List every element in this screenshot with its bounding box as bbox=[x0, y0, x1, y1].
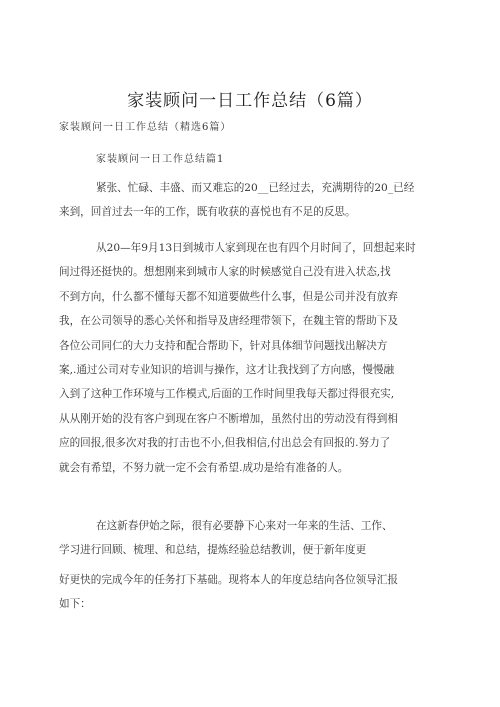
paragraph-line: 就会有希望，不努力就一定不会有希望.成功是给有准备的人。 bbox=[59, 461, 349, 474]
document-subtitle: 家装顾问一日工作总结（精选6篇） bbox=[59, 122, 232, 133]
paragraph-line: 学习进行回顾、梳理、和总结，提炼经验总结教训，便于新年度更 bbox=[59, 544, 367, 556]
paragraph-1 bbox=[59, 176, 445, 225]
paragraph-line: 我，在公司领导的悉心关怀和指导及唐经理带领下，在魏主管的帮助下及 bbox=[59, 315, 398, 328]
paragraph-line: 不到方向，什么都不懂每天都不知道要做些什么事，但是公司并没有放弃 bbox=[59, 290, 398, 303]
paragraph-line: 从20—年9月13日到城市人家到现在也有四个月时间了，回想起来时 bbox=[96, 242, 416, 254]
paragraph-line: 各位公司同仁的大力支持和配合帮助下，针对具体细节问题找出解决方 bbox=[59, 339, 388, 352]
paragraph-2 bbox=[59, 236, 445, 480]
paragraph-line: 来到，回首过去一年的工作，既有收获的喜悦也有不足的反思。 bbox=[59, 206, 356, 219]
paragraph-line: 间过得还挺快的。想想刚来到城市人家的时候感觉自己没有进入状态,找 bbox=[59, 266, 391, 279]
document-title: 家装顾问一日工作总结（6篇） bbox=[127, 91, 373, 111]
paragraph-line: 案,.通过公司对专业知识的培训与操作，这才让我找到了方向感，慢慢融 bbox=[59, 364, 395, 377]
paragraph-line: 入到了这种工作环境与工作模式,后面的工作时间里我每天都过得很充实, bbox=[59, 388, 395, 401]
paragraph-line: 从从刚开始的没有客户到现在客户不断增加，虽然付出的劳动没有得到相 bbox=[59, 412, 398, 425]
paragraph-line: 在这新春伊始之际，很有必要静下心来对一年来的生活、工作、 bbox=[96, 520, 393, 532]
paragraph-line: 应的回报,很多次对我的打击也不小,但我相信,付出总会有回报的.努力了 bbox=[59, 437, 391, 450]
paragraph-line: 好更快的完成今年的任务打下基础。现将本人的年度总结向各位领导汇报 bbox=[59, 574, 398, 586]
paragraph-line: 如下： bbox=[59, 598, 91, 610]
paragraph-line: 紧张、忙碌、丰盛、而又难忘的20__已经过去，充满期待的20_已经 bbox=[96, 182, 415, 194]
section-heading: 家装顾问一日工作总结篇1 bbox=[96, 154, 225, 165]
paragraph-3 bbox=[59, 514, 445, 616]
